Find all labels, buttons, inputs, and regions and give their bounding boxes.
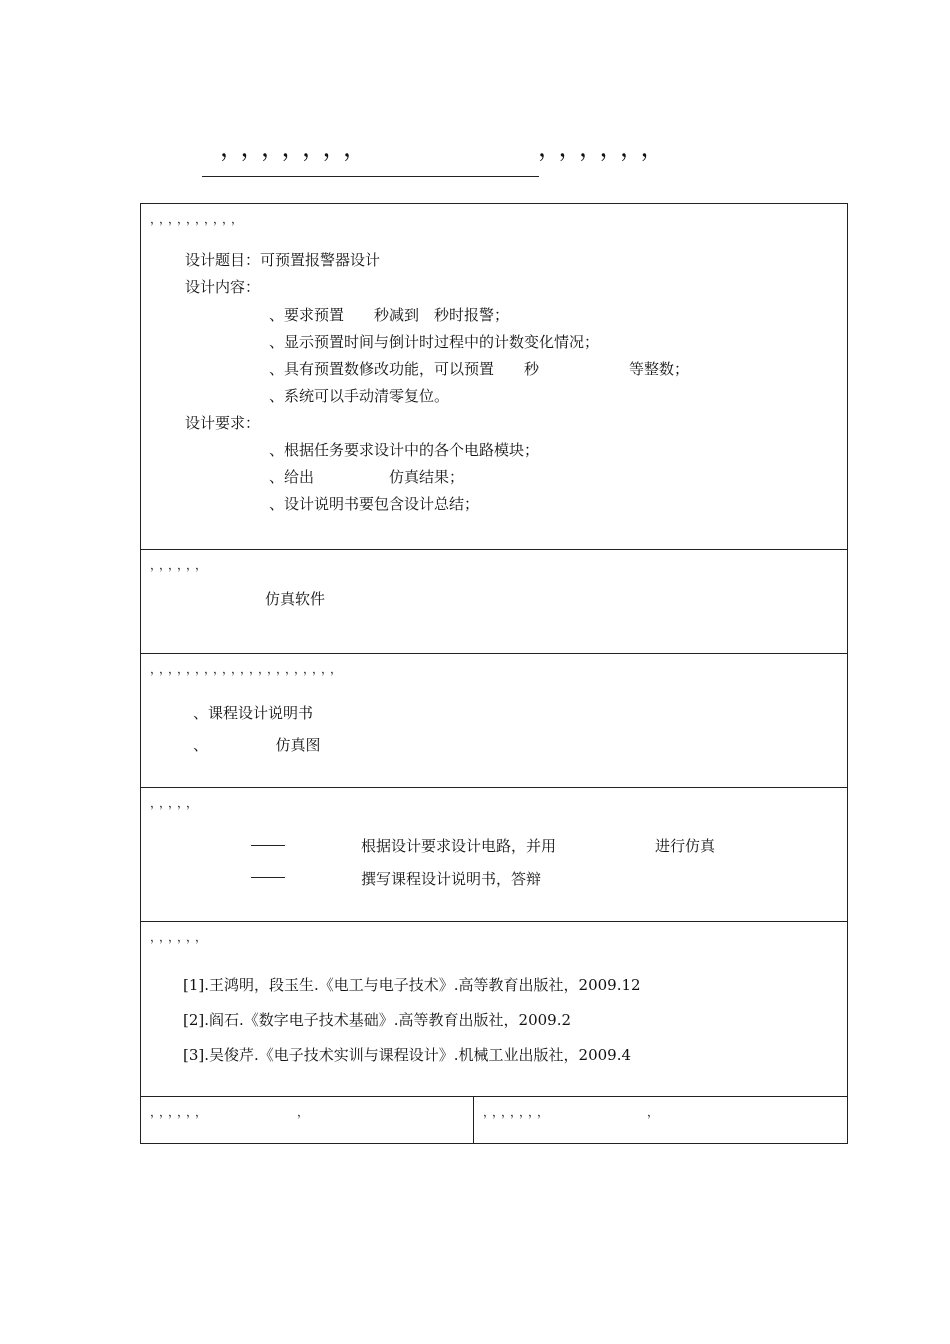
schedule-extra: 进行仿真 — [655, 837, 716, 855]
content-item: 、显示预置时间与倒计时过程中的计数变化情况； — [269, 333, 600, 351]
head-signature-label: ，，，，，，， — [483, 1105, 553, 1119]
tools-section — [141, 550, 847, 654]
deliverables-section — [141, 654, 847, 788]
title-left: ，，，，，，， — [220, 133, 377, 162]
schedule-section — [141, 788, 847, 922]
reference-item: [1].王鸿明，段玉生.《电工与电子技术》.高等教育出版社，2009.12 — [183, 976, 641, 994]
instructor-signature-mark: ， — [297, 1105, 313, 1119]
content-item: 、要求预置 秒减到 秒时报警； — [269, 306, 510, 324]
design-topic: 设计题目：可预置报警器设计 — [185, 251, 381, 269]
schedule-task: 撰写课程设计说明书，答辩 — [361, 870, 542, 888]
task-section — [141, 204, 847, 550]
requirement-item: 、设计说明书要包含设计总结； — [269, 495, 480, 513]
references-section — [141, 922, 847, 1097]
schedule-task: 根据设计要求设计电路，并用 — [361, 837, 557, 855]
requirement-item: 、根据任务要求设计中的各个电路模块； — [269, 441, 540, 459]
instructor-signature-cell — [141, 1097, 474, 1143]
head-signature-cell — [474, 1097, 847, 1143]
reference-item: [2].阎石.《数字电子技术基础》.高等教育出版社，2009.2 — [183, 1011, 572, 1029]
title-right: ，，，，，， — [538, 133, 674, 162]
references-header: ，，，，，， — [150, 930, 211, 944]
head-signature-mark: ， — [647, 1105, 663, 1119]
reference-item: [3].吴俊芹.《电子技术实训与课程设计》.机械工业出版社，2009.4 — [183, 1046, 632, 1064]
content-item: 、具有预置数修改功能，可以预置 秒 等整数； — [269, 360, 690, 378]
deliverable-item: 、 仿真图 — [193, 736, 321, 754]
task-form-table — [140, 203, 848, 1144]
deliverable-item: 、课程设计说明书 — [193, 704, 314, 722]
tools-header: ，，，，，， — [150, 558, 211, 572]
title-underline — [202, 176, 539, 177]
tools-text: 仿真软件 — [265, 590, 326, 608]
requirement-label: 设计要求： — [185, 414, 261, 432]
content-item: 、系统可以手动清零复位。 — [269, 387, 450, 405]
schedule-dash — [251, 845, 285, 846]
content-label: 设计内容： — [185, 278, 261, 296]
instructor-signature-label: ，，，，，， — [150, 1105, 211, 1119]
requirement-item: 、给出 仿真结果； — [269, 468, 465, 486]
schedule-dash — [251, 877, 285, 878]
task-header: ，，，，，，，，，， — [150, 212, 247, 226]
signature-section — [141, 1097, 847, 1143]
schedule-header: ，，，，， — [150, 796, 202, 810]
deliverables-header: ，，，，，，，，，，，，，，，，，，，，， — [150, 662, 346, 676]
